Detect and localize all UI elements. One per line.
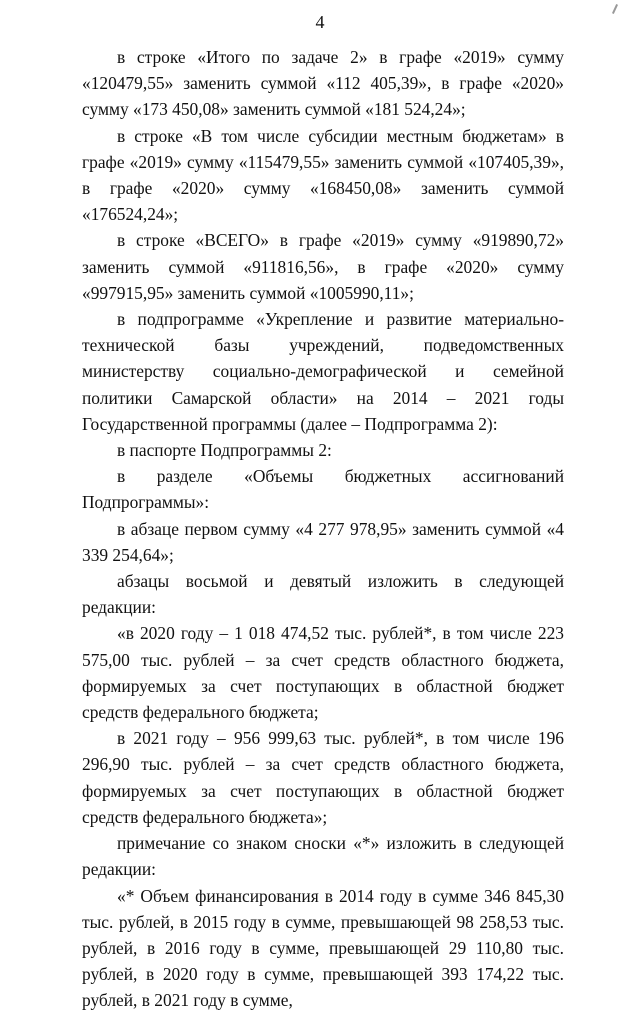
paragraph: примечание со знаком сноски «*» изложить в следующей редакции:: [82, 833, 564, 880]
page-number: 4: [315, 12, 325, 32]
paragraph: в разделе «Объемы бюджетных ассигнований Подпрограммы»:: [82, 466, 564, 513]
paragraph: в абзаце первом сумму «4 277 978,95» заменить суммой «4 339 254,64»;: [82, 518, 564, 565]
paragraph: в строке «ВСЕГО» в графе «2019» сумму «919890,72» заменить суммой «911816,56», в графе «2020» сумму «997915,95» заменить суммой «1005990,11»;: [82, 230, 564, 303]
paragraph: в 2021 году – 956 999,63 тыс. рублей*, в том числе 196 296,90 тыс. рублей – за счет средств областного бюджета, формируемых за счет поступающих в областной бюджет средств федерального бюджета»;: [82, 728, 564, 827]
paragraph: «* Объем финансирования в 2014 году в сумме 346 845,30 тыс. рублей, в 2015 году в сумме, превышающей 98 258,53 тыс. рублей, в 2016 году в сумме, превышающей 29 110,80 тыс. рублей, в 2020 году в сумме, превышающей 393 174,22 тыс. рублей, в 2021 году в сумме,: [82, 885, 564, 1011]
paragraph: «в 2020 году – 1 018 474,52 тыс. рублей*, в том числе 223 575,00 тыс. рублей – за счет средств областного бюджета, формируемых за счет поступающих в областной бюджет средств федерального бюджета;: [82, 623, 564, 723]
paragraph: в строке «Итого по задаче 2» в графе «2019» сумму «120479,55» заменить суммой «112 405,39», в графе «2020» сумму «173 450,08» заменить суммой «181 524,24»;: [82, 47, 564, 120]
paragraph: в подпрограмме «Укрепление и развитие материально-технической базы учреждений, подведомственных министерству социально-демографической и семейной политики Самарской области» на 2014 – 2021 годы Государственной программы (далее – Подпрограмма 2):: [82, 309, 564, 434]
paragraph: в паспорте Подпрограммы 2:: [117, 440, 332, 461]
paragraph: в строке «В том числе субсидии местным бюджетам» в графе «2019» сумму «115479,55» заменить суммой «107405,39», в графе «2020» сумму «168450,08» заменить суммой «176524,24»;: [82, 125, 564, 225]
document-body: [82, 44, 564, 1014]
paragraph: абзацы восьмой и девятый изложить в следующей редакции:: [82, 571, 564, 618]
